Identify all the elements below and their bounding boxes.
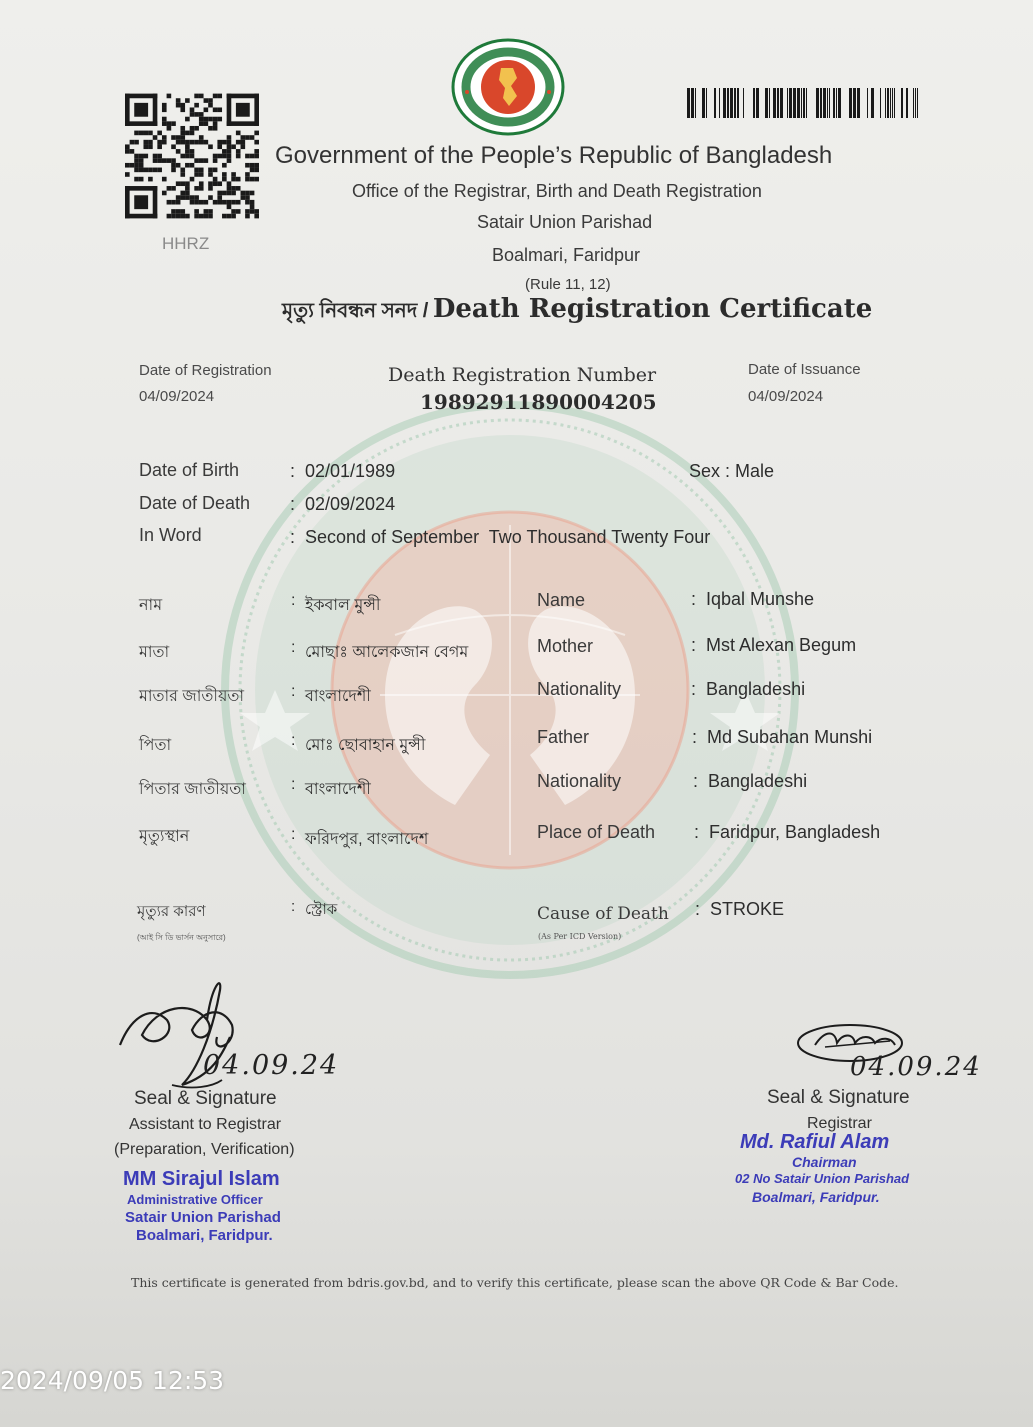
- sex-field: [689, 461, 774, 482]
- cause-value: STROKE: [710, 899, 785, 919]
- mother-nationality-value: Bangladeshi: [706, 679, 806, 699]
- registrar-stamp-name: Md. Rafiul Alam: [740, 1131, 890, 1153]
- registration-number: 19892911890004205: [420, 390, 657, 414]
- sex-label: Sex :: [689, 461, 731, 481]
- father-nationality-value: Bangladeshi: [708, 771, 808, 791]
- father-label: Father: [537, 727, 590, 747]
- certificate-title-en: Death Registration Certificate: [432, 294, 873, 324]
- certificate-title: [282, 294, 872, 329]
- government-emblem: [451, 38, 565, 136]
- cause-note: (As Per ICD Version): [538, 932, 622, 941]
- father-nationality-label: Nationality: [537, 771, 622, 791]
- office-location: Boalmari, Faridpur: [492, 245, 641, 265]
- date-of-registration: 04/09/2024: [139, 388, 215, 405]
- registrar-seal-label: Seal & Signature: [767, 1087, 910, 1108]
- father-nationality-bn-colon: :: [291, 776, 296, 793]
- mother-bn-colon: :: [291, 639, 296, 656]
- mother-nationality-bn-value: বাংলাদেশী: [305, 688, 371, 705]
- dob-colon: :: [290, 461, 296, 481]
- father-bn-value: মোঃ ছোবাহান মুন্সী: [305, 737, 426, 754]
- mother-colon: :: [691, 635, 697, 655]
- date-of-issuance-label: Date of Issuance: [748, 361, 861, 378]
- assistant-handwritten-date: 04.09.24: [203, 1050, 340, 1081]
- father-bn-colon: :: [291, 732, 296, 749]
- assistant-role-note: (Preparation, Verification): [114, 1141, 295, 1158]
- name-label: Name: [537, 590, 586, 610]
- registrar-stamp-union: 02 No Satair Union Parishad: [735, 1171, 910, 1186]
- mother-bn-label: মাতা: [139, 644, 170, 661]
- union-name: Satair Union Parishad: [477, 212, 653, 232]
- father-bn-label: পিতা: [139, 737, 172, 754]
- mother-nationality-colon: :: [691, 679, 697, 699]
- date-of-registration-label: Date of Registration: [139, 362, 272, 379]
- father-nationality-bn-value: বাংলাদেশী: [305, 781, 371, 798]
- dob-value: 02/01/1989: [305, 461, 396, 481]
- registrar-stamp-title: Chairman: [792, 1154, 857, 1170]
- place-of-death-bn-colon: :: [291, 826, 296, 843]
- barcode[interactable]: [687, 88, 922, 118]
- father-colon: :: [692, 727, 698, 747]
- verification-footer: This certificate is generated from bdris.gov.bd, and to verify this certificate, please scan the above QR Code & Bar Code.: [131, 1275, 899, 1290]
- qr-code-text: HHRZ: [162, 234, 210, 253]
- name-colon: :: [691, 589, 697, 609]
- cause-bn-label: মৃত্যুর কারণ: [137, 903, 206, 920]
- mother-nationality-bn-label: মাতার জাতীয়তা: [139, 688, 245, 705]
- qr-code[interactable]: [125, 93, 259, 219]
- registration-number-label: Death Registration Number: [388, 364, 657, 386]
- place-of-death-value: Faridpur, Bangladesh: [709, 822, 881, 842]
- name-bn-colon: :: [291, 592, 296, 609]
- government-title: Government of the People’s Republic of Bangladesh: [275, 142, 833, 169]
- place-of-death-bn-label: মৃত্যুস্থান: [139, 828, 190, 845]
- in-word-colon: :: [290, 527, 296, 547]
- mother-label: Mother: [537, 636, 594, 656]
- assistant-seal-label: Seal & Signature: [134, 1088, 277, 1109]
- photo-timestamp: 2024/09/05 12:53: [0, 1366, 225, 1395]
- place-of-death-colon: :: [694, 822, 700, 842]
- assistant-stamp-location: Boalmari, Faridpur.: [136, 1227, 273, 1244]
- cause-label: Cause of Death: [537, 904, 669, 924]
- mother-value: Mst Alexan Begum: [706, 635, 857, 655]
- sex-value: Male: [735, 461, 775, 481]
- assistant-stamp-name: MM Sirajul Islam: [123, 1168, 280, 1190]
- cause-bn-colon: :: [291, 898, 296, 915]
- office-title: Office of the Registrar, Birth and Death Registration: [352, 181, 762, 201]
- assistant-stamp-union: Satair Union Parishad: [125, 1209, 281, 1226]
- mother-bn-value: মোছাঃ আলেকজান বেগম: [305, 644, 469, 661]
- in-word-value: Second of September Two Thousand Twenty Four: [305, 527, 711, 547]
- assistant-role: Assistant to Registrar: [129, 1116, 282, 1133]
- assistant-stamp-title: Administrative Officer: [127, 1192, 263, 1207]
- in-word-label: In Word: [139, 525, 202, 545]
- registrar-role: Registrar: [807, 1115, 872, 1132]
- father-nationality-colon: :: [693, 771, 699, 791]
- place-of-death-bn-value: ফরিদপুর, বাংলাদেশ: [305, 831, 429, 848]
- name-bn-label: নাম: [139, 597, 163, 614]
- place-of-death-label: Place of Death: [537, 822, 656, 842]
- cause-bn-value: স্ট্রোক: [305, 901, 338, 918]
- father-nationality-bn-label: পিতার জাতীয়তা: [139, 781, 246, 798]
- certificate-title-bn: মৃত্যু নিবন্ধন সনদ /: [282, 300, 429, 322]
- father-value: Md Subahan Munshi: [707, 727, 873, 747]
- date-of-issuance: 04/09/2024: [748, 388, 824, 405]
- registrar-stamp-location: Boalmari, Faridpur.: [752, 1189, 880, 1205]
- cause-colon: :: [695, 899, 701, 919]
- mother-nationality-label: Nationality: [537, 679, 622, 699]
- cause-bn-note: (আই সি ডি ভার্সন অনুসারে): [137, 933, 226, 942]
- rule-reference: (Rule 11, 12): [525, 276, 611, 293]
- name-value: Iqbal Munshe: [706, 589, 815, 609]
- dod-value: 02/09/2024: [305, 494, 396, 514]
- dod-colon: :: [290, 494, 296, 514]
- registrar-handwritten-date: 04.09.24: [850, 1052, 982, 1082]
- dob-label: Date of Birth: [139, 460, 240, 480]
- dod-label: Date of Death: [139, 493, 251, 513]
- mother-nationality-bn-colon: :: [291, 683, 296, 700]
- name-bn-value: ইকবাল মুন্সী: [305, 597, 381, 614]
